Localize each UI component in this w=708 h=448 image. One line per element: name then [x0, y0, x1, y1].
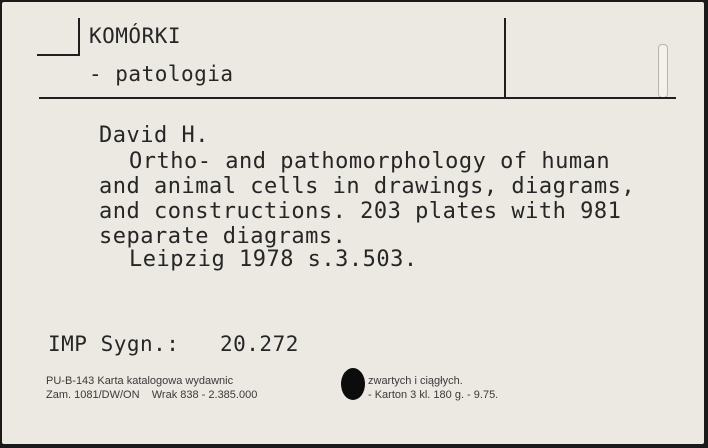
subcategory-heading: - patologia: [89, 62, 234, 86]
catalog-card: [2, 2, 704, 444]
footer-line-1-left: PU-B-143 Karta katalogowa wydawnic: [46, 375, 234, 387]
title-line-2: and animal cells in drawings, diagrams,: [99, 174, 636, 199]
title-line-1: Ortho- and pathomorphology of human: [129, 149, 611, 174]
call-number-label: IMP Sygn.:: [48, 332, 180, 356]
corner-mark-bottom: [37, 54, 79, 56]
footer-line-2-left: Zam. 1081/DW/ON Wrak 838 - 2.385.000: [46, 389, 258, 401]
header-rule: [39, 97, 676, 99]
title-line-4: separate diagrams.: [99, 224, 347, 249]
edge-notch: [658, 44, 668, 98]
imprint-line: Leipzig 1978 s.3.503.: [129, 247, 418, 272]
call-number-value: 20.272: [220, 332, 299, 356]
author-line: David H.: [99, 123, 209, 148]
punch-hole: [341, 368, 365, 400]
corner-mark-vertical: [78, 18, 80, 56]
header-divider: [504, 18, 506, 98]
footer-line-2-right: - Karton 3 kl. 180 g. - 9.75.: [368, 389, 499, 401]
title-line-3: and constructions. 203 plates with 981: [99, 199, 622, 224]
category-heading: KOMÓRKI: [89, 24, 182, 48]
footer-line-1-right: zwartych i ciągłych.: [368, 375, 463, 387]
